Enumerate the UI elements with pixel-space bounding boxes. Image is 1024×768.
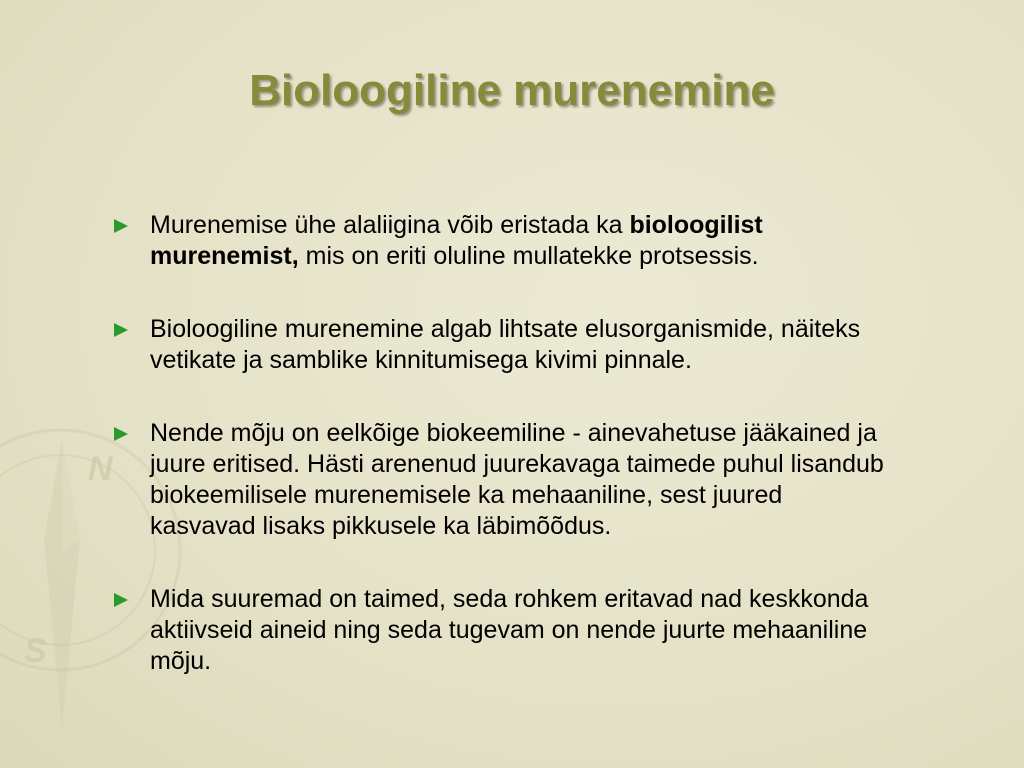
bullet-text: Nende mõju on eelkõige biokeemiline - ainevahetuse jääkained ja juure eritised. Hästi arenenud juurekavaga taimede puhul lisandub biokeemilisele murenemisele ka mehaaniline, sest juured kasvavad lisaks pikkusele ka läbimõõdus. bbox=[150, 419, 884, 540]
bullet-list bbox=[114, 210, 894, 719]
bullet-text: Mida suuremad on taimed, seda rohkem eritavad nad keskkonda aktiivseid aineid ning seda tugevam on nende juurte mehaaniline mõju. bbox=[150, 585, 869, 675]
bullet-item bbox=[114, 584, 894, 677]
bullet-text: Bioloogiline murenemine algab lihtsate elusorganismide, näiteks vetikate ja samblike kinnitumisega kivimi pinnale. bbox=[150, 315, 861, 374]
bullet-text-part: mis on eriti oluline mullatekke protsessis. bbox=[298, 242, 759, 270]
bullet-item bbox=[114, 210, 894, 272]
bullet-text-part: Murenemise ühe alaliigina võib eristada ka bbox=[150, 211, 630, 239]
bullet-item bbox=[114, 314, 894, 376]
bullet-arrow-icon bbox=[114, 427, 128, 441]
bullet-arrow-icon bbox=[114, 323, 128, 337]
compass-letter-s: S bbox=[24, 632, 47, 670]
slide-title: Bioloogiline murenemine bbox=[249, 66, 775, 115]
bullet-arrow-icon bbox=[114, 219, 128, 233]
compass-letter-n: N bbox=[88, 450, 113, 488]
bullet-item bbox=[114, 418, 894, 542]
bullet-arrow-icon bbox=[114, 593, 128, 607]
bullet-bold-text: bioloogilist murenemist, bbox=[150, 211, 763, 270]
